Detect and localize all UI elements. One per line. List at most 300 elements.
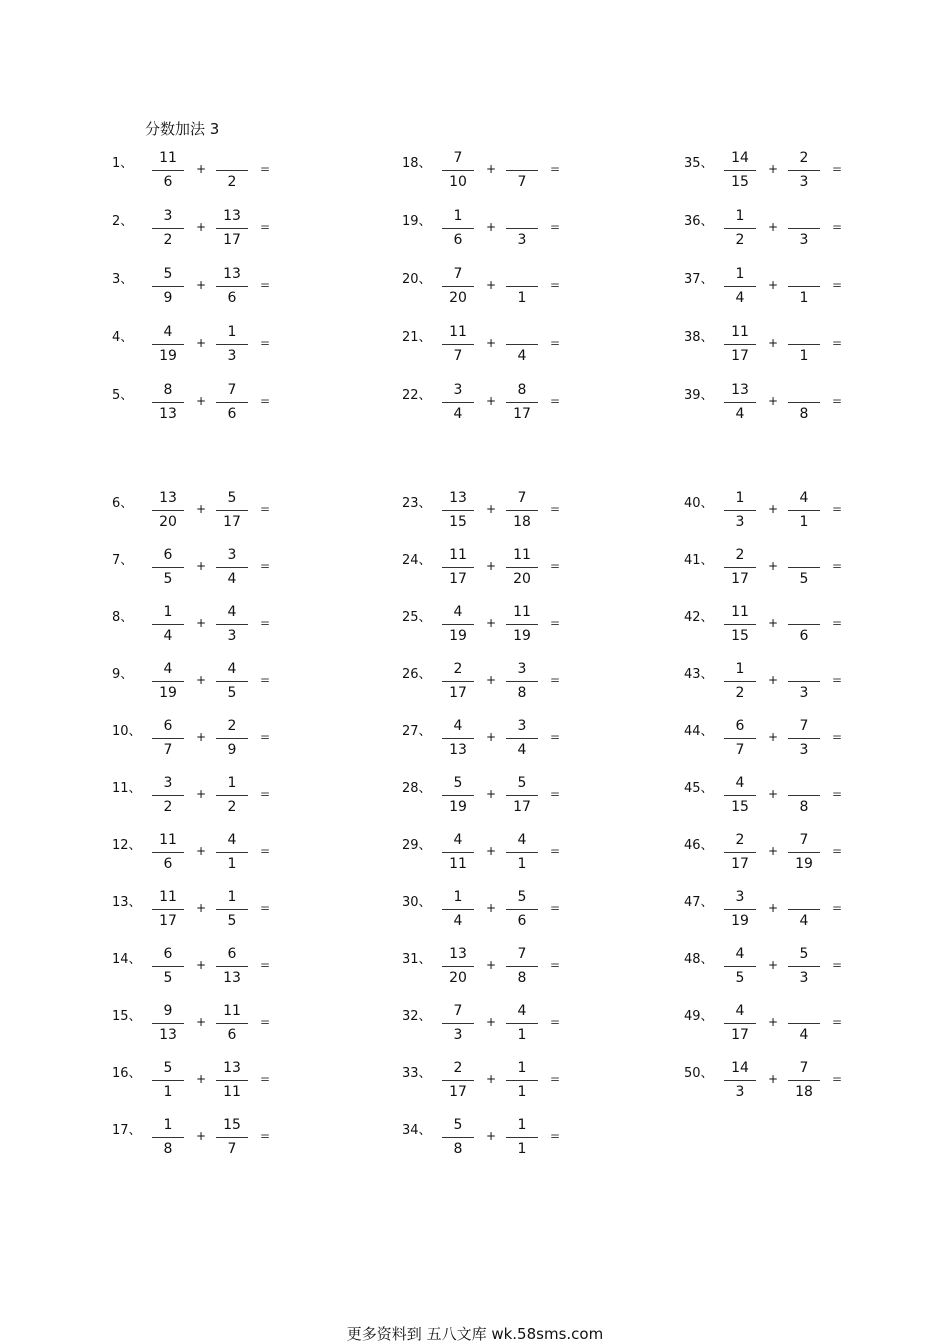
numerator: 1 xyxy=(517,1060,527,1076)
plus-sign: + xyxy=(196,394,207,408)
fraction xyxy=(498,490,546,534)
denominator: 17 xyxy=(449,1084,467,1100)
fraction-bar xyxy=(216,510,248,511)
equals-sign: = xyxy=(832,730,843,744)
denominator: 4 xyxy=(517,742,527,758)
fraction-bar xyxy=(442,402,474,403)
fraction xyxy=(780,1003,828,1047)
denominator: 8 xyxy=(517,970,527,986)
fraction-bar xyxy=(442,228,474,229)
problem-number: 44、 xyxy=(684,724,714,739)
fraction xyxy=(144,150,192,194)
fraction-bar xyxy=(442,1023,474,1024)
equals-sign: = xyxy=(550,844,561,858)
fraction xyxy=(434,150,482,194)
fraction-bar xyxy=(216,567,248,568)
numerator: 5 xyxy=(453,1117,463,1133)
numerator: 13 xyxy=(223,1060,241,1076)
equals-sign: = xyxy=(260,336,271,350)
fraction-bar xyxy=(788,510,820,511)
problem-number: 17、 xyxy=(112,1123,142,1138)
plus-sign: + xyxy=(486,958,497,972)
fraction xyxy=(434,547,482,591)
fraction xyxy=(780,661,828,705)
denominator: 7 xyxy=(227,1141,237,1157)
equals-sign: = xyxy=(550,336,561,350)
numerator: 11 xyxy=(731,604,749,620)
fraction xyxy=(780,775,828,819)
fraction-bar xyxy=(216,738,248,739)
denominator: 8 xyxy=(799,406,809,422)
denominator: 17 xyxy=(731,1027,749,1043)
fraction-bar xyxy=(442,738,474,739)
plus-sign: + xyxy=(768,616,779,630)
problem-number: 6、 xyxy=(112,496,134,511)
numerator: 7 xyxy=(799,832,809,848)
equals-sign: = xyxy=(550,616,561,630)
numerator: 6 xyxy=(163,547,173,563)
fraction xyxy=(498,150,546,194)
equals-sign: = xyxy=(550,220,561,234)
denominator: 4 xyxy=(735,406,745,422)
denominator: 1 xyxy=(517,1027,527,1043)
fraction-bar xyxy=(216,681,248,682)
denominator: 20 xyxy=(159,514,177,530)
fraction xyxy=(434,266,482,310)
fraction-bar xyxy=(506,228,538,229)
numerator: 4 xyxy=(517,832,527,848)
numerator: 6 xyxy=(163,718,173,734)
plus-sign: + xyxy=(768,787,779,801)
denominator: 17 xyxy=(731,571,749,587)
fraction-bar xyxy=(788,909,820,910)
equals-sign: = xyxy=(260,844,271,858)
fraction-bar xyxy=(724,344,756,345)
fraction xyxy=(716,150,764,194)
problem-number: 9、 xyxy=(112,667,134,682)
fraction xyxy=(780,208,828,252)
problem-number: 27、 xyxy=(402,724,432,739)
plus-sign: + xyxy=(196,336,207,350)
equals-sign: = xyxy=(832,673,843,687)
fraction-bar xyxy=(152,1023,184,1024)
fraction-bar xyxy=(506,286,538,287)
denominator: 1 xyxy=(227,856,237,872)
denominator: 19 xyxy=(731,913,749,929)
fraction xyxy=(208,832,256,876)
numerator: 11 xyxy=(731,324,749,340)
numerator: 11 xyxy=(513,604,531,620)
problem-number: 39、 xyxy=(684,388,714,403)
numerator: 4 xyxy=(517,1003,527,1019)
fraction-bar xyxy=(152,567,184,568)
problem-number: 10、 xyxy=(112,724,142,739)
denominator: 19 xyxy=(449,799,467,815)
fraction xyxy=(716,266,764,310)
numerator: 1 xyxy=(163,1117,173,1133)
fraction-bar xyxy=(442,681,474,682)
fraction-bar xyxy=(506,402,538,403)
fraction xyxy=(434,946,482,990)
fraction-bar xyxy=(216,1023,248,1024)
fraction-bar xyxy=(506,738,538,739)
plus-sign: + xyxy=(768,336,779,350)
numerator: 4 xyxy=(227,604,237,620)
fraction xyxy=(434,1060,482,1104)
problem-number: 35、 xyxy=(684,156,714,171)
problem-number: 20、 xyxy=(402,272,432,287)
problem-number: 16、 xyxy=(112,1066,142,1081)
fraction xyxy=(716,1060,764,1104)
plus-sign: + xyxy=(196,958,207,972)
numerator: 1 xyxy=(735,490,745,506)
fraction xyxy=(434,490,482,534)
fraction xyxy=(498,946,546,990)
denominator: 13 xyxy=(223,970,241,986)
fraction-bar xyxy=(788,681,820,682)
fraction xyxy=(716,324,764,368)
numerator: 7 xyxy=(517,490,527,506)
fraction xyxy=(498,382,546,426)
problem-number: 22、 xyxy=(402,388,432,403)
plus-sign: + xyxy=(196,162,207,176)
denominator: 17 xyxy=(449,571,467,587)
plus-sign: + xyxy=(486,220,497,234)
fraction xyxy=(144,1060,192,1104)
fraction xyxy=(144,775,192,819)
plus-sign: + xyxy=(768,673,779,687)
plus-sign: + xyxy=(196,901,207,915)
fraction-bar xyxy=(724,228,756,229)
equals-sign: = xyxy=(550,787,561,801)
denominator: 17 xyxy=(731,856,749,872)
fraction-bar xyxy=(506,852,538,853)
numerator: 7 xyxy=(453,150,463,166)
fraction xyxy=(144,547,192,591)
fraction-bar xyxy=(506,1137,538,1138)
fraction-bar xyxy=(506,909,538,910)
denominator: 1 xyxy=(163,1084,173,1100)
equals-sign: = xyxy=(260,1072,271,1086)
denominator: 2 xyxy=(227,799,237,815)
fraction-bar xyxy=(506,344,538,345)
fraction xyxy=(144,889,192,933)
plus-sign: + xyxy=(196,220,207,234)
numerator: 9 xyxy=(163,1003,173,1019)
fraction xyxy=(780,547,828,591)
denominator: 6 xyxy=(517,913,527,929)
plus-sign: + xyxy=(486,730,497,744)
plus-sign: + xyxy=(768,1072,779,1086)
fraction xyxy=(144,490,192,534)
plus-sign: + xyxy=(768,844,779,858)
denominator: 4 xyxy=(163,628,173,644)
fraction-bar xyxy=(216,228,248,229)
numerator: 3 xyxy=(517,661,527,677)
numerator: 6 xyxy=(163,946,173,962)
fraction-bar xyxy=(788,795,820,796)
fraction-bar xyxy=(442,286,474,287)
fraction xyxy=(716,490,764,534)
fraction-bar xyxy=(506,795,538,796)
denominator: 3 xyxy=(227,348,237,364)
denominator: 5 xyxy=(163,970,173,986)
numerator: 5 xyxy=(227,490,237,506)
problem-number: 29、 xyxy=(402,838,432,853)
fraction-bar xyxy=(788,738,820,739)
numerator: 13 xyxy=(731,382,749,398)
fraction-bar xyxy=(724,681,756,682)
problem-number: 31、 xyxy=(402,952,432,967)
denominator: 3 xyxy=(799,970,809,986)
problem-number: 3、 xyxy=(112,272,134,287)
problem-number: 25、 xyxy=(402,610,432,625)
problem-number: 15、 xyxy=(112,1009,142,1024)
numerator: 13 xyxy=(159,490,177,506)
plus-sign: + xyxy=(196,673,207,687)
problem-number: 8、 xyxy=(112,610,134,625)
numerator: 11 xyxy=(159,832,177,848)
fraction-bar xyxy=(216,624,248,625)
numerator: 4 xyxy=(453,718,463,734)
problem-number: 12、 xyxy=(112,838,142,853)
equals-sign: = xyxy=(832,901,843,915)
problem-number: 4、 xyxy=(112,330,134,345)
denominator: 15 xyxy=(449,514,467,530)
fraction xyxy=(208,266,256,310)
numerator: 1 xyxy=(735,208,745,224)
denominator: 15 xyxy=(731,628,749,644)
numerator: 1 xyxy=(453,889,463,905)
fraction-bar xyxy=(788,567,820,568)
numerator: 7 xyxy=(799,1060,809,1076)
denominator: 1 xyxy=(799,514,809,530)
fraction xyxy=(434,775,482,819)
equals-sign: = xyxy=(260,220,271,234)
problem-number: 43、 xyxy=(684,667,714,682)
fraction xyxy=(208,1003,256,1047)
denominator: 3 xyxy=(799,174,809,190)
denominator: 19 xyxy=(159,685,177,701)
numerator: 5 xyxy=(517,775,527,791)
denominator: 6 xyxy=(453,232,463,248)
fraction-bar xyxy=(442,795,474,796)
fraction xyxy=(780,832,828,876)
fraction-bar xyxy=(216,286,248,287)
fraction-bar xyxy=(724,170,756,171)
numerator: 13 xyxy=(449,946,467,962)
equals-sign: = xyxy=(550,1015,561,1029)
fraction-bar xyxy=(152,1080,184,1081)
denominator: 19 xyxy=(513,628,531,644)
equals-sign: = xyxy=(260,1129,271,1143)
equals-sign: = xyxy=(260,1015,271,1029)
problem-number: 11、 xyxy=(112,781,142,796)
problem-number: 34、 xyxy=(402,1123,432,1138)
plus-sign: + xyxy=(486,502,497,516)
numerator: 5 xyxy=(163,1060,173,1076)
plus-sign: + xyxy=(486,1129,497,1143)
numerator: 2 xyxy=(227,718,237,734)
denominator: 15 xyxy=(731,799,749,815)
denominator: 6 xyxy=(163,174,173,190)
fraction xyxy=(208,775,256,819)
denominator: 5 xyxy=(799,571,809,587)
equals-sign: = xyxy=(260,162,271,176)
plus-sign: + xyxy=(768,958,779,972)
numerator: 2 xyxy=(799,150,809,166)
problem-number: 5、 xyxy=(112,388,134,403)
equals-sign: = xyxy=(832,336,843,350)
problem-number: 14、 xyxy=(112,952,142,967)
fraction-bar xyxy=(152,681,184,682)
denominator: 6 xyxy=(227,290,237,306)
denominator: 9 xyxy=(227,742,237,758)
plus-sign: + xyxy=(768,1015,779,1029)
fraction-bar xyxy=(788,402,820,403)
denominator: 15 xyxy=(731,174,749,190)
numerator: 3 xyxy=(735,889,745,905)
fraction-bar xyxy=(506,1023,538,1024)
plus-sign: + xyxy=(768,730,779,744)
fraction xyxy=(780,266,828,310)
fraction-bar xyxy=(216,1080,248,1081)
numerator: 14 xyxy=(731,150,749,166)
plus-sign: + xyxy=(486,278,497,292)
equals-sign: = xyxy=(832,278,843,292)
fraction-bar xyxy=(506,624,538,625)
fraction-bar xyxy=(442,344,474,345)
denominator: 7 xyxy=(517,174,527,190)
fraction-bar xyxy=(216,402,248,403)
denominator: 8 xyxy=(799,799,809,815)
numerator: 14 xyxy=(731,1060,749,1076)
fraction-bar xyxy=(216,966,248,967)
equals-sign: = xyxy=(550,394,561,408)
fraction xyxy=(144,832,192,876)
equals-sign: = xyxy=(832,559,843,573)
equals-sign: = xyxy=(832,394,843,408)
denominator: 8 xyxy=(163,1141,173,1157)
fraction xyxy=(144,946,192,990)
fraction-bar xyxy=(788,966,820,967)
fraction xyxy=(144,604,192,648)
plus-sign: + xyxy=(486,1015,497,1029)
denominator: 1 xyxy=(517,856,527,872)
denominator: 4 xyxy=(517,348,527,364)
numerator: 7 xyxy=(453,1003,463,1019)
fraction xyxy=(780,324,828,368)
problem-number: 38、 xyxy=(684,330,714,345)
denominator: 2 xyxy=(735,685,745,701)
fraction xyxy=(208,946,256,990)
fraction xyxy=(716,832,764,876)
denominator: 3 xyxy=(735,1084,745,1100)
footer-watermark: 更多资料到 五八文库 wk.58sms.com xyxy=(346,1325,604,1343)
fraction-bar xyxy=(506,1080,538,1081)
problem-number: 30、 xyxy=(402,895,432,910)
denominator: 6 xyxy=(799,628,809,644)
denominator: 17 xyxy=(159,913,177,929)
fraction xyxy=(498,889,546,933)
fraction xyxy=(498,661,546,705)
fraction-bar xyxy=(724,402,756,403)
fraction-bar xyxy=(724,567,756,568)
denominator: 3 xyxy=(799,685,809,701)
fraction xyxy=(144,1003,192,1047)
problem-number: 40、 xyxy=(684,496,714,511)
denominator: 17 xyxy=(731,348,749,364)
fraction xyxy=(780,946,828,990)
numerator: 7 xyxy=(227,382,237,398)
fraction-bar xyxy=(216,909,248,910)
plus-sign: + xyxy=(196,278,207,292)
fraction xyxy=(208,208,256,252)
fraction-bar xyxy=(216,852,248,853)
plus-sign: + xyxy=(486,901,497,915)
numerator: 13 xyxy=(223,266,241,282)
numerator: 1 xyxy=(517,1117,527,1133)
fraction xyxy=(434,889,482,933)
numerator: 8 xyxy=(163,382,173,398)
denominator: 17 xyxy=(513,406,531,422)
fraction xyxy=(780,382,828,426)
fraction-bar xyxy=(152,402,184,403)
fraction-bar xyxy=(788,344,820,345)
denominator: 1 xyxy=(517,1084,527,1100)
numerator: 3 xyxy=(517,718,527,734)
problem-number: 46、 xyxy=(684,838,714,853)
equals-sign: = xyxy=(260,616,271,630)
denominator: 4 xyxy=(799,913,809,929)
fraction xyxy=(716,946,764,990)
fraction xyxy=(716,604,764,648)
denominator: 4 xyxy=(227,571,237,587)
denominator: 2 xyxy=(163,232,173,248)
equals-sign: = xyxy=(550,278,561,292)
fraction xyxy=(498,718,546,762)
problem-number: 2、 xyxy=(112,214,134,229)
equals-sign: = xyxy=(550,1072,561,1086)
numerator: 2 xyxy=(453,661,463,677)
equals-sign: = xyxy=(832,162,843,176)
plus-sign: + xyxy=(768,162,779,176)
plus-sign: + xyxy=(196,1015,207,1029)
fraction xyxy=(498,547,546,591)
denominator: 3 xyxy=(799,232,809,248)
numerator: 1 xyxy=(735,266,745,282)
problem-number: 32、 xyxy=(402,1009,432,1024)
numerator: 7 xyxy=(453,266,463,282)
problem-number: 41、 xyxy=(684,553,714,568)
fraction xyxy=(716,889,764,933)
fraction-bar xyxy=(152,228,184,229)
denominator: 11 xyxy=(223,1084,241,1100)
fraction xyxy=(144,1117,192,1161)
denominator: 11 xyxy=(449,856,467,872)
equals-sign: = xyxy=(260,673,271,687)
problem-number: 26、 xyxy=(402,667,432,682)
plus-sign: + xyxy=(196,559,207,573)
denominator: 20 xyxy=(449,970,467,986)
equals-sign: = xyxy=(260,502,271,516)
fraction xyxy=(208,661,256,705)
denominator: 18 xyxy=(513,514,531,530)
fraction xyxy=(716,1003,764,1047)
equals-sign: = xyxy=(260,901,271,915)
equals-sign: = xyxy=(550,1129,561,1143)
fraction-bar xyxy=(724,286,756,287)
